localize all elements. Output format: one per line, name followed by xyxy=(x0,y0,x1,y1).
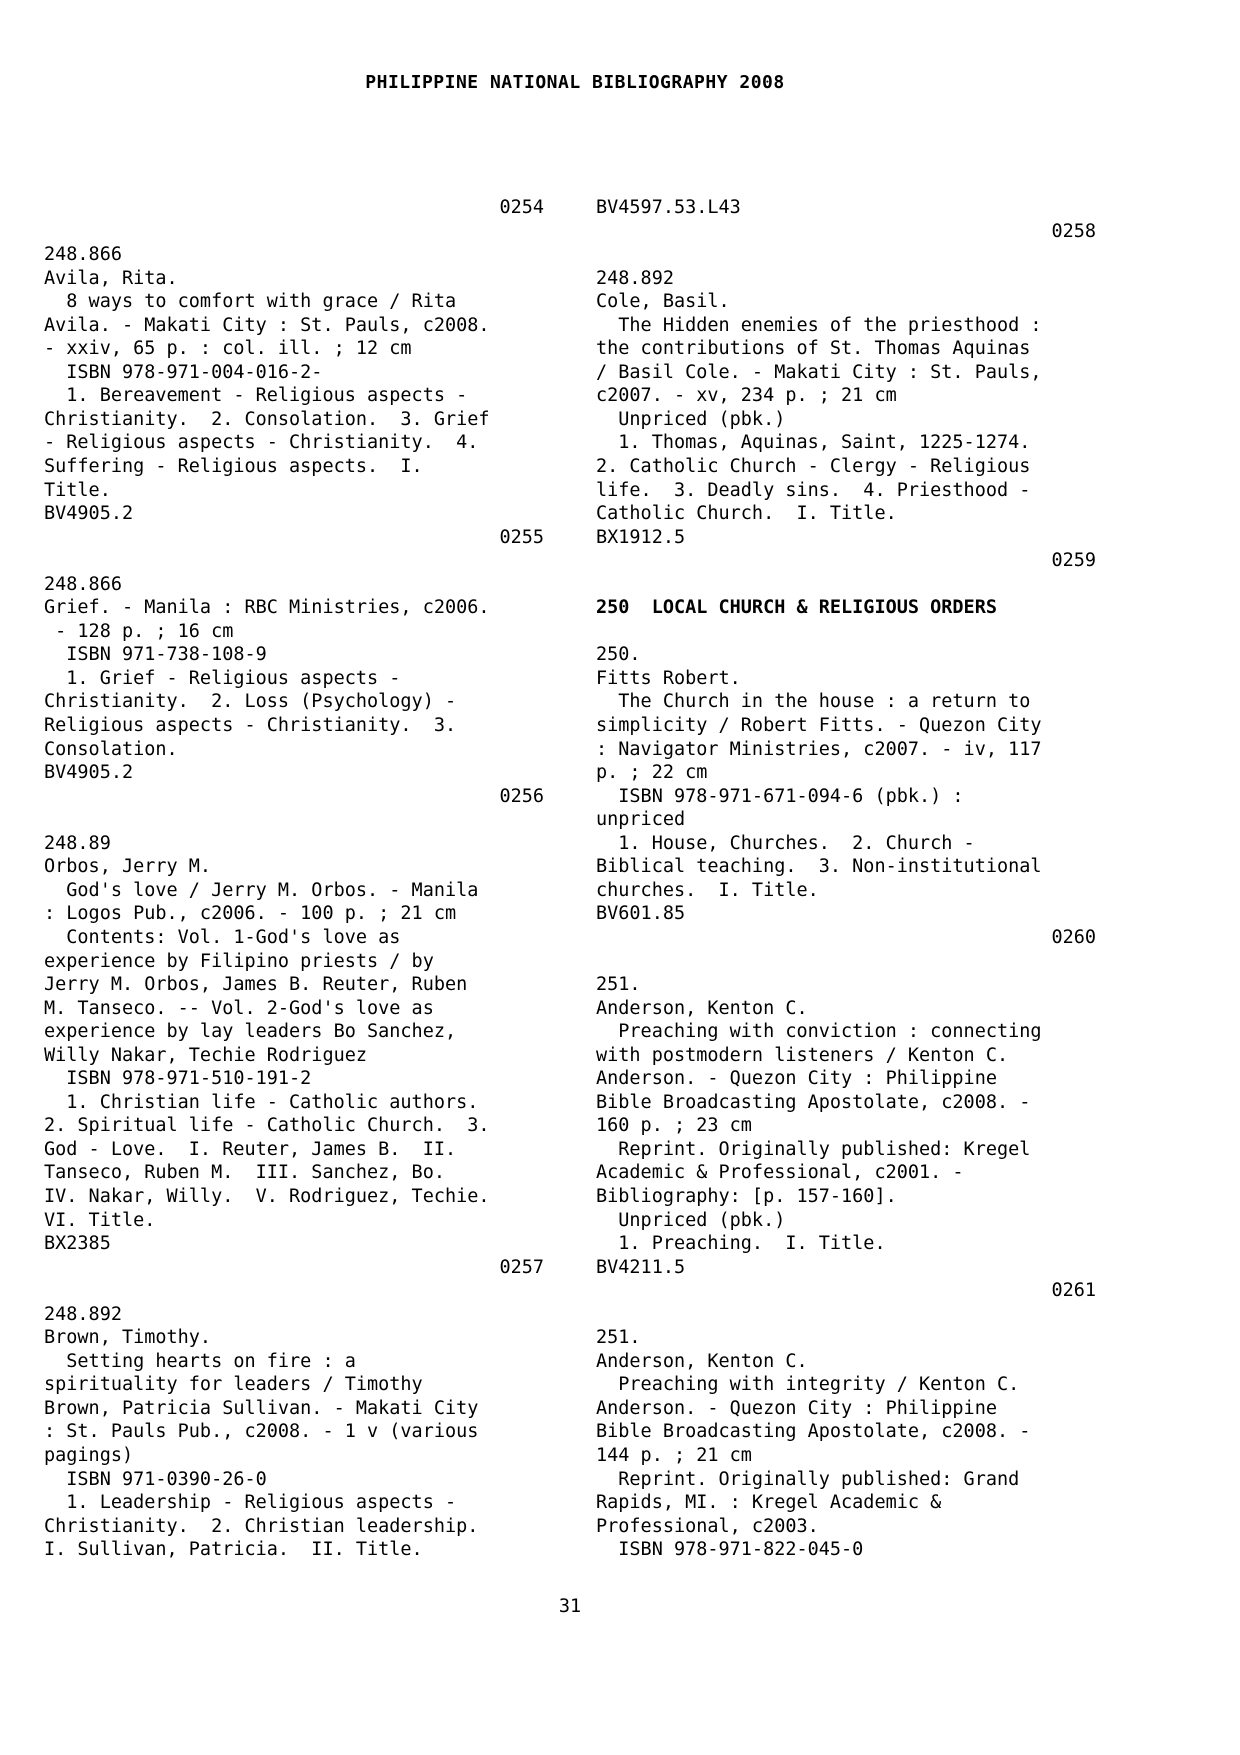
entry-line: 8 ways to comfort with grace / Rita xyxy=(44,291,457,313)
entry-line: 1. Bereavement - Religious aspects - xyxy=(44,385,468,407)
entry-line: 251. xyxy=(596,974,641,996)
entry-line: ISBN 971-0390-26-0 xyxy=(44,1468,267,1490)
entry-line: Professional, c2003. xyxy=(596,1515,819,1537)
record-number: 0259 xyxy=(1051,550,1096,572)
entry-line: 2. Catholic Church - Clergy - Religious xyxy=(596,456,1031,478)
blank-line xyxy=(44,549,544,573)
entry-line: : Navigator Ministries, c2007. - iv, 117 xyxy=(596,738,1042,760)
entry-line: 248.866 xyxy=(44,573,122,595)
blank-line xyxy=(44,220,544,244)
entry-line: Grief. - Manila : RBC Ministries, c2006. xyxy=(44,597,490,619)
blank-line xyxy=(44,808,544,832)
blank-line xyxy=(596,243,1096,267)
entry-line: Anderson. - Quezon City : Philippine xyxy=(596,1397,997,1419)
page-number: 31 xyxy=(558,1596,582,1617)
entry-line: Avila. - Makati City : St. Pauls, c2008. xyxy=(44,314,490,336)
entry-line: 248.892 xyxy=(596,267,674,289)
entry-line: ISBN 978-971-822-045-0 xyxy=(596,1539,864,1561)
entry-line: ISBN 971-738-108-9 xyxy=(44,644,267,666)
entry-line: Brown, Timothy. xyxy=(44,1327,212,1349)
entry-line: Catholic Church. I. Title. xyxy=(596,503,897,525)
entry-line: : St. Pauls Pub., c2008. - 1 v (various xyxy=(44,1421,479,1443)
blank-line xyxy=(596,620,1096,644)
entry-line: Bible Broadcasting Apostolate, c2008. - xyxy=(596,1421,1031,1443)
entry-line: 160 p. ; 23 cm xyxy=(596,1115,752,1137)
entry-line: Orbos, Jerry M. xyxy=(44,856,212,878)
entry-line: 250. xyxy=(596,644,641,666)
entry-line: Fitts Robert. xyxy=(596,667,741,689)
entry-line: the contributions of St. Thomas Aquinas xyxy=(596,338,1031,360)
entry-line: 248.866 xyxy=(44,244,122,266)
entry-line: M. Tanseco. -- Vol. 2-God's love as xyxy=(44,997,434,1019)
entry-line: Preaching with integrity / Kenton C. xyxy=(596,1374,1020,1396)
entry-line: 251. xyxy=(596,1327,641,1349)
entry-line: 2. Spiritual life - Catholic Church. 3. xyxy=(44,1115,490,1137)
record-number: 0261 xyxy=(1051,1280,1096,1302)
entry-line: - Religious aspects - Christianity. 4. xyxy=(44,432,479,454)
entry-line: BV601.85 xyxy=(596,903,686,925)
entry-line: Reprint. Originally published: Grand xyxy=(596,1468,1020,1490)
entry-line: I. Sullivan, Patricia. II. Title. xyxy=(44,1539,423,1561)
entry-line: Christianity. 2. Christian leadership. xyxy=(44,1515,479,1537)
blank-line xyxy=(44,1279,544,1303)
section-heading: 250 LOCAL CHURCH & RELIGIOUS ORDERS xyxy=(596,597,997,619)
entry-line: Reprint. Originally published: Kregel xyxy=(596,1138,1031,1160)
entry-line: ISBN 978-971-510-191-2 xyxy=(44,1068,312,1090)
entry-line: churches. I. Title. xyxy=(596,879,819,901)
entry-line: God's love / Jerry M. Orbos. - Manila xyxy=(44,879,479,901)
entry-line: Preaching with conviction : connecting xyxy=(596,1021,1042,1043)
entry-line: 1. Thomas, Aquinas, Saint, 1225-1274. xyxy=(596,432,1031,454)
entry-line: 1. Christian life - Catholic authors. xyxy=(44,1091,479,1113)
entry-line: p. ; 22 cm xyxy=(596,762,708,784)
entry-line: Setting hearts on fire : a xyxy=(44,1350,356,1372)
entry-line: Unpriced (pbk.) xyxy=(596,408,786,430)
entry-line: - xxiv, 65 p. : col. ill. ; 12 cm xyxy=(44,338,412,360)
entry-line: Tanseco, Ruben M. III. Sanchez, Bo. xyxy=(44,1162,445,1184)
record-number: 0254 xyxy=(499,197,544,218)
entry-line: spirituality for leaders / Timothy xyxy=(44,1374,423,1396)
entry-line: Anderson, Kenton C. xyxy=(596,997,808,1019)
blank-line xyxy=(596,950,1096,974)
entry-line: 248.89 xyxy=(44,832,111,854)
page-title: PHILIPPINE NATIONAL BIBLIOGRAPHY 2008 xyxy=(365,72,785,93)
entry-line: BV4597.53.L43 xyxy=(596,197,741,218)
entry-line: Consolation. xyxy=(44,738,178,760)
entry-line: - 128 p. ; 16 cm xyxy=(44,620,234,642)
entry-line: Academic & Professional, c2001. - xyxy=(596,1162,964,1184)
entry-line: / Basil Cole. - Makati City : St. Pauls, xyxy=(596,361,1042,383)
left-column xyxy=(44,196,544,1562)
entry-line: 144 p. ; 21 cm xyxy=(596,1444,752,1466)
entry-line: Religious aspects - Christianity. 3. xyxy=(44,715,457,737)
record-number: 0255 xyxy=(499,526,544,548)
entry-line: Unpriced (pbk.) xyxy=(596,1209,786,1231)
entry-line: simplicity / Robert Fitts. - Quezon City xyxy=(596,715,1042,737)
record-number: 0260 xyxy=(1051,926,1096,948)
entry-line: Avila, Rita. xyxy=(44,267,178,289)
entry-line: experience by lay leaders Bo Sanchez, xyxy=(44,1021,457,1043)
entry-line: Brown, Patricia Sullivan. - Makati City xyxy=(44,1397,479,1419)
entry-line: 248.892 xyxy=(44,1303,122,1325)
record-number: 0256 xyxy=(499,785,544,807)
entry-line: Bibliography: [p. 157-160]. xyxy=(596,1185,897,1207)
entry-line: 1. Preaching. I. Title. xyxy=(596,1233,886,1255)
entry-line: The Church in the house : a return to xyxy=(596,691,1031,713)
entry-line: Cole, Basil. xyxy=(596,291,730,313)
entry-line: ISBN 978-971-671-094-6 (pbk.) : xyxy=(596,785,964,807)
record-number: 0258 xyxy=(1051,220,1096,242)
entry-line: God - Love. I. Reuter, James B. II. xyxy=(44,1138,457,1160)
entry-line: Anderson. - Quezon City : Philippine xyxy=(596,1068,997,1090)
entry-line: BV4905.2 xyxy=(44,762,134,784)
entry-line: 1. Grief - Religious aspects - xyxy=(44,667,401,689)
entry-line: unpriced xyxy=(596,809,686,831)
entry-line: BV4211.5 xyxy=(596,1256,686,1278)
entry-line: life. 3. Deadly sins. 4. Priesthood - xyxy=(596,479,1031,501)
entry-line: VI. Title. xyxy=(44,1209,156,1231)
entry-line: Title. xyxy=(44,479,111,501)
blank-line xyxy=(596,1303,1096,1327)
entry-line: Anderson, Kenton C. xyxy=(596,1350,808,1372)
entry-line: Christianity. 2. Loss (Psychology) - xyxy=(44,691,457,713)
entry-line: Rapids, MI. : Kregel Academic & xyxy=(596,1492,942,1514)
entry-line: : Logos Pub., c2006. - 100 p. ; 21 cm xyxy=(44,903,457,925)
entry-line: IV. Nakar, Willy. V. Rodriguez, Techie. xyxy=(44,1185,490,1207)
entry-line: Contents: Vol. 1-God's love as xyxy=(44,926,401,948)
record-number: 0257 xyxy=(499,1256,544,1278)
entry-line: ISBN 978-971-004-016-2- xyxy=(44,361,323,383)
entry-line: Bible Broadcasting Apostolate, c2008. - xyxy=(596,1091,1031,1113)
entry-line: experience by Filipino priests / by xyxy=(44,950,434,972)
entry-line: Biblical teaching. 3. Non-institutional xyxy=(596,856,1042,878)
blank-line xyxy=(596,573,1096,597)
entry-line: Christianity. 2. Consolation. 3. Grief xyxy=(44,408,490,430)
entry-line: with postmodern listeners / Kenton C. xyxy=(596,1044,1009,1066)
entry-line: pagings) xyxy=(44,1444,134,1466)
entry-line: BX1912.5 xyxy=(596,526,686,548)
entry-line: The Hidden enemies of the priesthood : xyxy=(596,314,1042,336)
right-column xyxy=(596,196,1096,1562)
entry-line: BV4905.2 xyxy=(44,503,134,525)
entry-line: Suffering - Religious aspects. I. xyxy=(44,456,423,478)
entry-line: BX2385 xyxy=(44,1233,111,1255)
entry-line: 1. Leadership - Religious aspects - xyxy=(44,1492,457,1514)
entry-line: 1. House, Churches. 2. Church - xyxy=(596,832,975,854)
entry-line: c2007. - xv, 234 p. ; 21 cm xyxy=(596,385,897,407)
entry-line: Willy Nakar, Techie Rodriguez xyxy=(44,1044,368,1066)
entry-line: Jerry M. Orbos, James B. Reuter, Ruben xyxy=(44,974,468,996)
